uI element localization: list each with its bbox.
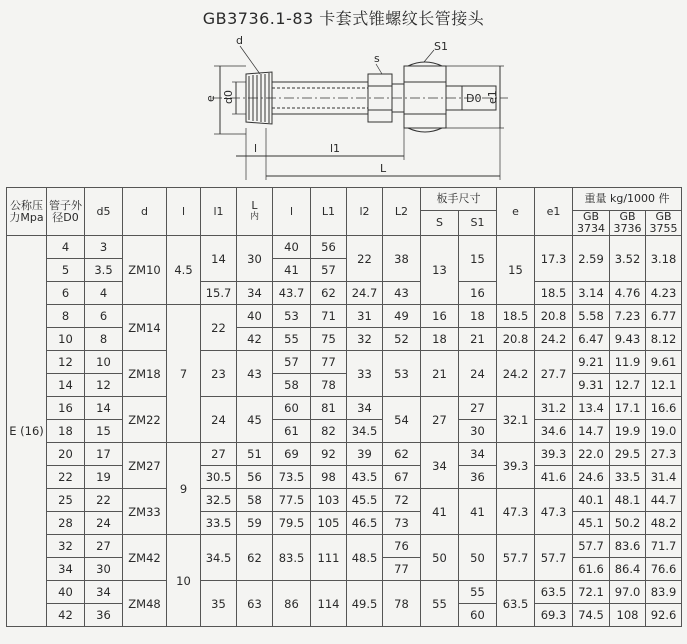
table-cell: 30 bbox=[237, 236, 273, 282]
table-cell: 62 bbox=[311, 282, 347, 305]
table-cell: 4.5 bbox=[167, 236, 201, 305]
table-cell: 9.21 bbox=[573, 351, 610, 374]
table-cell: 49 bbox=[383, 305, 421, 328]
table-row bbox=[7, 581, 682, 604]
header-l: l bbox=[167, 188, 201, 236]
table-cell: 34.5 bbox=[201, 535, 237, 581]
table-cell: 7 bbox=[167, 305, 201, 443]
header-L1: L1 bbox=[311, 188, 347, 236]
table-cell: 57.7 bbox=[573, 535, 610, 558]
header-pressure: 公称压力Mpa bbox=[7, 188, 47, 236]
table-cell: 18.5 bbox=[535, 282, 573, 305]
table-cell: 24 bbox=[201, 397, 237, 443]
table-cell: 43.5 bbox=[347, 466, 383, 489]
table-cell: 30.5 bbox=[201, 466, 237, 489]
table-cell: 60 bbox=[273, 397, 311, 420]
table-cell: 27 bbox=[421, 397, 459, 443]
table-cell: ZM14 bbox=[123, 305, 167, 351]
table-row bbox=[7, 489, 682, 512]
table-cell: 78 bbox=[383, 581, 421, 627]
table-cell: 13 bbox=[421, 236, 459, 305]
table-cell: 34 bbox=[85, 581, 123, 604]
table-cell: 50.2 bbox=[610, 512, 646, 535]
label-L: L bbox=[380, 162, 387, 175]
table-row bbox=[7, 328, 682, 351]
header-pipe-od: 管子外径D0 bbox=[47, 188, 85, 236]
table-cell: 4 bbox=[85, 282, 123, 305]
table-cell: 9.31 bbox=[573, 374, 610, 397]
table-cell: 15 bbox=[85, 420, 123, 443]
header-l1: l1 bbox=[201, 188, 237, 236]
table-cell: 21 bbox=[421, 351, 459, 397]
table-cell: 9 bbox=[167, 443, 201, 535]
table-cell: 31.2 bbox=[535, 397, 573, 420]
table-cell: 24.6 bbox=[573, 466, 610, 489]
table-cell: 97.0 bbox=[610, 581, 646, 604]
table-cell: 35 bbox=[201, 581, 237, 627]
table-cell: 21 bbox=[459, 328, 497, 351]
table-cell: 43.7 bbox=[273, 282, 311, 305]
table-cell: 30 bbox=[459, 420, 497, 443]
table-cell: 10 bbox=[167, 535, 201, 627]
table-cell: 15.7 bbox=[201, 282, 237, 305]
table-cell: 46.5 bbox=[347, 512, 383, 535]
table-cell: 4.76 bbox=[610, 282, 646, 305]
table-cell: 61 bbox=[273, 420, 311, 443]
table-cell: 19 bbox=[85, 466, 123, 489]
table-cell: 25 bbox=[47, 489, 85, 512]
header-gb3734: GB 3734 bbox=[573, 211, 610, 236]
table-cell: 34.5 bbox=[347, 420, 383, 443]
header-S: S bbox=[421, 211, 459, 236]
table-cell: 24 bbox=[85, 512, 123, 535]
table-cell: 32 bbox=[347, 328, 383, 351]
table-cell: 30 bbox=[85, 558, 123, 581]
table-cell: 14 bbox=[201, 236, 237, 282]
table-cell: 108 bbox=[610, 604, 646, 627]
table-cell: 105 bbox=[311, 512, 347, 535]
table-cell: 39 bbox=[347, 443, 383, 466]
label-s1: S1 bbox=[434, 40, 448, 53]
table-cell: 34 bbox=[459, 443, 497, 466]
table-cell: 86 bbox=[273, 581, 311, 627]
table-cell: 5 bbox=[47, 259, 85, 282]
table-cell: 41 bbox=[273, 259, 311, 282]
header-e: e bbox=[497, 188, 535, 236]
table-cell: 12.1 bbox=[646, 374, 682, 397]
table-cell: ZM42 bbox=[123, 535, 167, 581]
table-cell: 27.3 bbox=[646, 443, 682, 466]
table-cell: 12 bbox=[47, 351, 85, 374]
table-cell: 40 bbox=[47, 581, 85, 604]
table-cell: 32.5 bbox=[201, 489, 237, 512]
table-cell: 34.6 bbox=[535, 420, 573, 443]
table-cell: ZM48 bbox=[123, 581, 167, 627]
table-cell: 38 bbox=[383, 236, 421, 282]
table-cell: 57.7 bbox=[497, 535, 535, 581]
table-cell: 42 bbox=[47, 604, 85, 627]
table-cell: 20.8 bbox=[497, 328, 535, 351]
table-cell: 53 bbox=[273, 305, 311, 328]
table-cell: 10 bbox=[85, 351, 123, 374]
table-cell: 33.5 bbox=[201, 512, 237, 535]
table-cell: 63.5 bbox=[535, 581, 573, 604]
table-cell: 28 bbox=[47, 512, 85, 535]
table-cell: 6.47 bbox=[573, 328, 610, 351]
table-cell: 14.7 bbox=[573, 420, 610, 443]
table-cell: 22.0 bbox=[573, 443, 610, 466]
header-d: d bbox=[123, 188, 167, 236]
header-l-big: l bbox=[273, 188, 311, 236]
table-cell: 8 bbox=[85, 328, 123, 351]
table-cell: 63.5 bbox=[497, 581, 535, 627]
header-wrench: 板手尺寸 bbox=[421, 188, 497, 211]
table-cell: 73 bbox=[383, 512, 421, 535]
header-gb3755: GB 3755 bbox=[646, 211, 682, 236]
table-cell: 36 bbox=[459, 466, 497, 489]
table-cell: ZM10 bbox=[123, 236, 167, 305]
table-row bbox=[7, 420, 682, 443]
table-cell: 48.5 bbox=[347, 535, 383, 581]
table-cell: 86.4 bbox=[610, 558, 646, 581]
table-cell: 41 bbox=[459, 489, 497, 535]
table-cell: 55 bbox=[273, 328, 311, 351]
table-cell: 34 bbox=[421, 443, 459, 489]
table-cell: ZM18 bbox=[123, 351, 167, 397]
table-cell: 27.7 bbox=[535, 351, 573, 397]
table-cell: 77.5 bbox=[273, 489, 311, 512]
table-cell: 31 bbox=[347, 305, 383, 328]
spec-table bbox=[6, 187, 682, 627]
table-cell: 76.6 bbox=[646, 558, 682, 581]
table-row bbox=[7, 512, 682, 535]
table-cell: 24 bbox=[459, 351, 497, 397]
table-cell: ZM27 bbox=[123, 443, 167, 489]
table-cell: 16 bbox=[47, 397, 85, 420]
table-row bbox=[7, 466, 682, 489]
table-cell: 48.2 bbox=[646, 512, 682, 535]
table-cell: 33 bbox=[347, 351, 383, 397]
table-cell: 103 bbox=[311, 489, 347, 512]
table-cell: 53 bbox=[383, 351, 421, 397]
table-cell: 98 bbox=[311, 466, 347, 489]
table-cell: 12 bbox=[85, 374, 123, 397]
table-cell: 43 bbox=[383, 282, 421, 305]
table-row bbox=[7, 305, 682, 328]
header-l2: l2 bbox=[347, 188, 383, 236]
table-cell: 72 bbox=[383, 489, 421, 512]
table-cell: 3.5 bbox=[85, 259, 123, 282]
table-cell: 77 bbox=[383, 558, 421, 581]
table-cell: 7.23 bbox=[610, 305, 646, 328]
table-cell: 82 bbox=[311, 420, 347, 443]
table-cell: 2.59 bbox=[573, 236, 610, 282]
table-cell: 32.1 bbox=[497, 397, 535, 443]
table-cell: 3 bbox=[85, 236, 123, 259]
table-cell: 48.1 bbox=[610, 489, 646, 512]
table-cell: 72.1 bbox=[573, 581, 610, 604]
table-row bbox=[7, 282, 682, 305]
table-cell: 92.6 bbox=[646, 604, 682, 627]
page-title: GB3736.1-83 卡套式锥螺纹长管接头 bbox=[202, 9, 485, 28]
table-cell: 14 bbox=[47, 374, 85, 397]
table-cell: 18 bbox=[421, 328, 459, 351]
table-cell: 32 bbox=[47, 535, 85, 558]
table-cell: 13.4 bbox=[573, 397, 610, 420]
label-e1: e1 bbox=[486, 90, 499, 104]
table-cell: 57.7 bbox=[535, 535, 573, 581]
table-cell: 77 bbox=[311, 351, 347, 374]
table-cell: 8.12 bbox=[646, 328, 682, 351]
table-cell: 74.5 bbox=[573, 604, 610, 627]
table-cell: 49.5 bbox=[347, 581, 383, 627]
table-cell: 4 bbox=[47, 236, 85, 259]
table-cell: 56 bbox=[237, 466, 273, 489]
label-s: s bbox=[374, 52, 380, 65]
header-gb3736: GB 3736 bbox=[610, 211, 646, 236]
table-cell: 16 bbox=[421, 305, 459, 328]
table-cell: 39.3 bbox=[497, 443, 535, 489]
table-cell: 15 bbox=[497, 236, 535, 305]
table-cell: 41 bbox=[421, 489, 459, 535]
table-cell: ZM22 bbox=[123, 397, 167, 443]
table-cell: 5.58 bbox=[573, 305, 610, 328]
label-D0: D0 bbox=[466, 92, 482, 105]
table-cell: 73.5 bbox=[273, 466, 311, 489]
table-cell: 34 bbox=[237, 282, 273, 305]
table-cell: 56 bbox=[311, 236, 347, 259]
table-cell: 17.1 bbox=[610, 397, 646, 420]
table-cell: 47.3 bbox=[535, 489, 573, 535]
table-cell: 24.2 bbox=[535, 328, 573, 351]
table-cell: 14 bbox=[85, 397, 123, 420]
table-cell: 76 bbox=[383, 535, 421, 558]
table-cell: 45 bbox=[237, 397, 273, 443]
table-cell: 83.5 bbox=[273, 535, 311, 581]
table-cell: 58 bbox=[237, 489, 273, 512]
header-weight: 重量 kg/1000 件 bbox=[573, 188, 682, 211]
table-cell: 22 bbox=[347, 236, 383, 282]
table-cell: 45.5 bbox=[347, 489, 383, 512]
table-cell: 22 bbox=[201, 305, 237, 351]
table-cell: 40.1 bbox=[573, 489, 610, 512]
table-row bbox=[7, 535, 682, 558]
header-d5: d5 bbox=[85, 188, 123, 236]
table-cell: 27 bbox=[201, 443, 237, 466]
table-cell: 31.4 bbox=[646, 466, 682, 489]
table-cell: 22 bbox=[85, 489, 123, 512]
table-cell: 45.1 bbox=[573, 512, 610, 535]
label-e: e bbox=[204, 95, 217, 102]
table-cell: 34 bbox=[347, 397, 383, 420]
table-cell: 29.5 bbox=[610, 443, 646, 466]
table-cell: 58 bbox=[273, 374, 311, 397]
label-d0: d0 bbox=[222, 90, 235, 104]
table-cell: 24.7 bbox=[347, 282, 383, 305]
table-cell: 34 bbox=[47, 558, 85, 581]
table-cell: 52 bbox=[383, 328, 421, 351]
table-cell: 6 bbox=[85, 305, 123, 328]
table-cell: 83.9 bbox=[646, 581, 682, 604]
table-cell: 114 bbox=[311, 581, 347, 627]
table-cell: 42 bbox=[237, 328, 273, 351]
table-cell: 16.6 bbox=[646, 397, 682, 420]
table-row bbox=[7, 397, 682, 420]
table-cell: 33.5 bbox=[610, 466, 646, 489]
table-cell: 18 bbox=[459, 305, 497, 328]
table-cell: 27 bbox=[459, 397, 497, 420]
table-cell: 9.61 bbox=[646, 351, 682, 374]
table-row bbox=[7, 443, 682, 466]
table-cell: 40 bbox=[273, 236, 311, 259]
table-cell: 6.77 bbox=[646, 305, 682, 328]
table-cell: 36 bbox=[85, 604, 123, 627]
table-cell: 83.6 bbox=[610, 535, 646, 558]
table-cell: 81 bbox=[311, 397, 347, 420]
table-cell: 27 bbox=[85, 535, 123, 558]
table-cell: 79.5 bbox=[273, 512, 311, 535]
label-l1: l1 bbox=[330, 142, 341, 155]
table-cell: 63 bbox=[237, 581, 273, 627]
table-cell: 16 bbox=[459, 282, 497, 305]
header-L-small: L 内 bbox=[237, 188, 273, 236]
table-cell: 57 bbox=[273, 351, 311, 374]
table-cell: 57 bbox=[311, 259, 347, 282]
table-cell: 10 bbox=[47, 328, 85, 351]
table-cell: 44.7 bbox=[646, 489, 682, 512]
table-cell: 4.23 bbox=[646, 282, 682, 305]
table-cell: 69 bbox=[273, 443, 311, 466]
table-cell: 18.5 bbox=[497, 305, 535, 328]
table-cell: 9.43 bbox=[610, 328, 646, 351]
table-row bbox=[7, 236, 682, 259]
table-cell: 67 bbox=[383, 466, 421, 489]
table-cell: 19.9 bbox=[610, 420, 646, 443]
table-cell: 3.18 bbox=[646, 236, 682, 282]
table-cell: 55 bbox=[459, 581, 497, 604]
header-L2: L2 bbox=[383, 188, 421, 236]
table-cell: 20 bbox=[47, 443, 85, 466]
table-cell: 62 bbox=[237, 535, 273, 581]
table-cell: 22 bbox=[47, 466, 85, 489]
label-d: d bbox=[236, 34, 243, 47]
pressure-cell: E (16) bbox=[7, 236, 47, 627]
table-cell: 55 bbox=[421, 581, 459, 627]
table-cell: 3.14 bbox=[573, 282, 610, 305]
table-cell: 20.8 bbox=[535, 305, 573, 328]
table-cell: 51 bbox=[237, 443, 273, 466]
table-cell: 17.3 bbox=[535, 236, 573, 282]
fitting-drawing bbox=[0, 0, 687, 187]
table-cell: 18 bbox=[47, 420, 85, 443]
table-cell: ZM33 bbox=[123, 489, 167, 535]
header-e1: e1 bbox=[535, 188, 573, 236]
table-cell: 39.3 bbox=[535, 443, 573, 466]
table-cell: 54 bbox=[383, 397, 421, 443]
table-cell: 40 bbox=[237, 305, 273, 328]
table-cell: 24.2 bbox=[497, 351, 535, 397]
table-cell: 17 bbox=[85, 443, 123, 466]
table-cell: 71.7 bbox=[646, 535, 682, 558]
table-row bbox=[7, 351, 682, 374]
table-cell: 23 bbox=[201, 351, 237, 397]
table-cell: 50 bbox=[459, 535, 497, 581]
table-cell: 3.52 bbox=[610, 236, 646, 282]
table-cell: 111 bbox=[311, 535, 347, 581]
label-l: l bbox=[254, 142, 258, 155]
table-cell: 43 bbox=[237, 351, 273, 397]
table-cell: 59 bbox=[237, 512, 273, 535]
table-cell: 78 bbox=[311, 374, 347, 397]
header-S1: S1 bbox=[459, 211, 497, 236]
table-cell: 12.7 bbox=[610, 374, 646, 397]
table-cell: 92 bbox=[311, 443, 347, 466]
table-cell: 60 bbox=[459, 604, 497, 627]
table-cell: 41.6 bbox=[535, 466, 573, 489]
table-cell: 11.9 bbox=[610, 351, 646, 374]
table-cell: 71 bbox=[311, 305, 347, 328]
table-cell: 50 bbox=[421, 535, 459, 581]
table-cell: 69.3 bbox=[535, 604, 573, 627]
table-cell: 15 bbox=[459, 236, 497, 282]
table-cell: 8 bbox=[47, 305, 85, 328]
table-cell: 6 bbox=[47, 282, 85, 305]
table-cell: 61.6 bbox=[573, 558, 610, 581]
table-cell: 19.0 bbox=[646, 420, 682, 443]
table-cell: 47.3 bbox=[497, 489, 535, 535]
table-cell: 75 bbox=[311, 328, 347, 351]
table-row bbox=[7, 374, 682, 397]
table-cell: 62 bbox=[383, 443, 421, 466]
